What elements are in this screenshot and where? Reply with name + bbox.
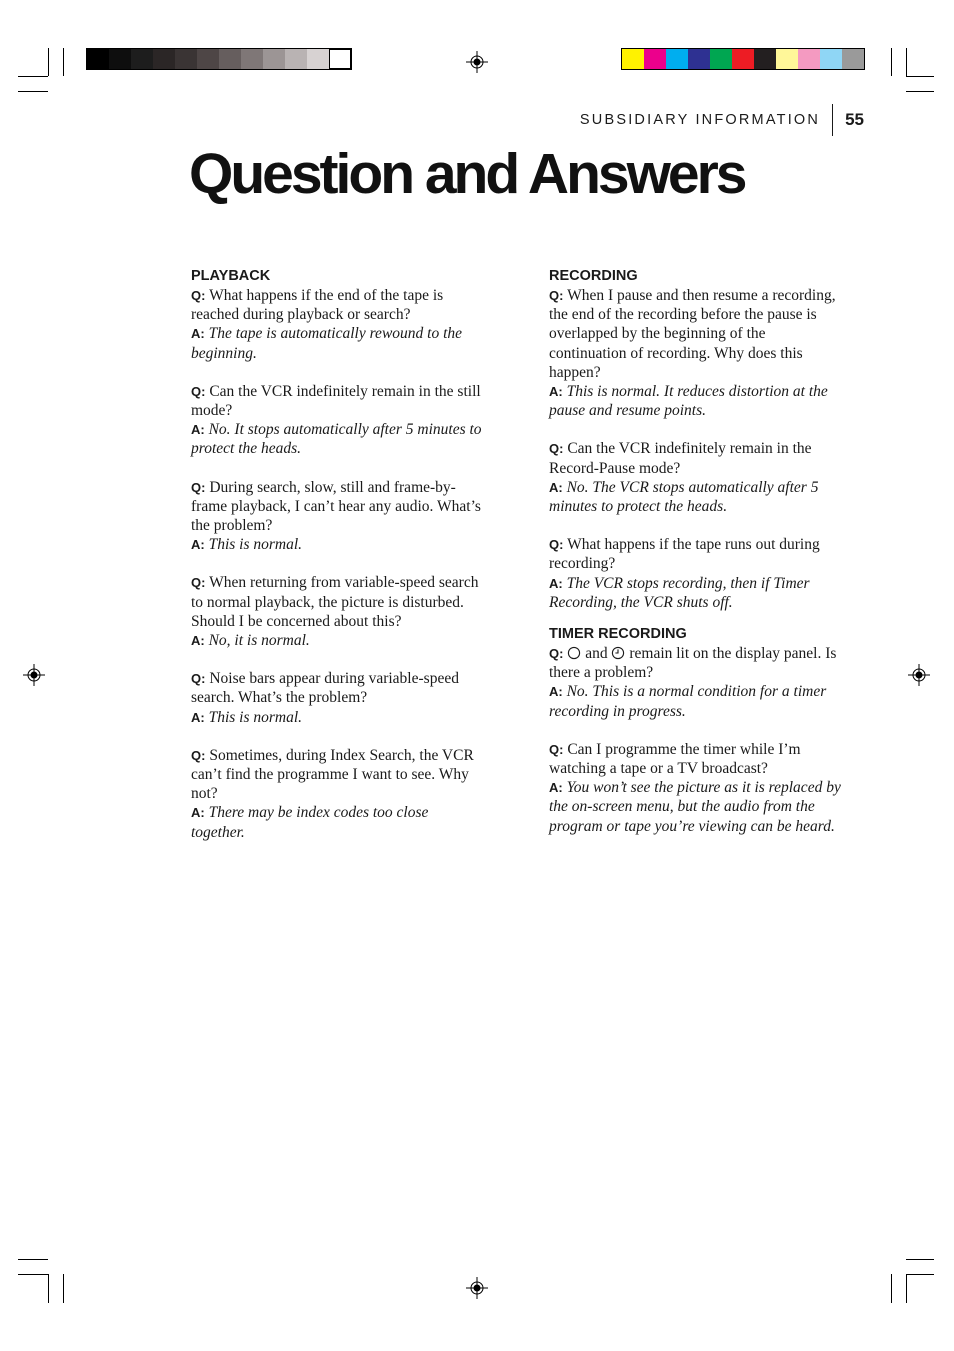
question-label: Q:: [191, 479, 206, 495]
color-swatch: [622, 49, 644, 69]
answer: [191, 535, 485, 554]
answer-label: A:: [191, 805, 205, 821]
color-swatch: [87, 49, 109, 69]
answer-text: No. This is a normal condition for a timer recording in progress.: [549, 683, 827, 720]
color-swatch: [666, 49, 688, 69]
color-swatch: [219, 49, 241, 69]
answer-label: A:: [549, 384, 563, 400]
record-indicator-icon: [567, 646, 581, 660]
color-swatch: [175, 49, 197, 69]
answer-label: A:: [549, 780, 563, 796]
color-swatch: [307, 49, 329, 69]
question-text: What happens if the end of the tape is reached during playback or search?: [191, 287, 444, 324]
qa-item: [549, 535, 843, 612]
color-swatch: [732, 49, 754, 69]
process-color-bar: [621, 48, 865, 70]
answer-text: This is normal. It reduces distortion at the pause and resume points.: [549, 383, 828, 420]
qa-item: [549, 740, 843, 836]
question: [549, 439, 843, 477]
qa-item: [549, 439, 843, 516]
question: [191, 669, 485, 707]
answer-text: No, it is normal.: [208, 632, 310, 650]
question-text: Can I programme the timer while I’m watching a tape or a TV broadcast?: [549, 740, 801, 778]
question-text: What happens if the tape runs out during recording?: [549, 536, 820, 573]
color-swatch: [644, 49, 666, 69]
qa-section: [549, 625, 843, 836]
qa-item: [191, 286, 485, 363]
question: [191, 746, 485, 804]
section-label: SUBSIDIARY INFORMATION: [579, 112, 821, 128]
answer-label: A:: [191, 709, 205, 725]
qa-item: [549, 286, 843, 420]
answer-label: A:: [191, 633, 205, 649]
registration-mark-left: [23, 664, 45, 686]
answer: [191, 324, 485, 362]
answer-text: This is normal.: [208, 708, 303, 726]
color-swatch: [285, 49, 307, 69]
question: [549, 535, 843, 573]
color-swatch: [329, 49, 351, 69]
registration-mark-right: [908, 664, 930, 686]
color-swatch: [754, 49, 776, 69]
question-text: When I pause and then resume a recording, the end of the recording before the pause is overlapped by the beginning of the continuation of recording. Why does this happen?: [549, 287, 836, 381]
color-swatch: [109, 49, 131, 69]
qa-item: [191, 478, 485, 555]
qa-item: [191, 573, 485, 650]
page-title: Question and Answers: [189, 142, 745, 206]
registration-mark-top: [466, 51, 488, 73]
answer-label: A:: [549, 479, 563, 495]
answer-label: A:: [191, 326, 205, 342]
question-text: During search, slow, still and frame-by-frame playback, I can’t hear any audio. What’s the problem?: [191, 478, 481, 535]
answer: [191, 631, 485, 650]
question: [549, 286, 843, 382]
running-header: [580, 104, 864, 136]
qa-item: [549, 644, 843, 721]
answer-label: A:: [191, 422, 205, 438]
registration-mark-bottom: [466, 1277, 488, 1299]
question-label: Q:: [191, 288, 206, 303]
answer-text: There may be index codes too close together.: [191, 804, 429, 841]
question: [549, 644, 843, 682]
question-text: Sometimes, during Index Search, the VCR can’t find the programme I want to see. Why not?: [191, 746, 474, 803]
question-label: Q:: [549, 646, 564, 662]
section-heading: RECORDING: [549, 268, 638, 284]
color-swatch: [798, 49, 820, 69]
question-text: remain lit on the display panel. Is there a problem?: [549, 645, 837, 682]
qa-item: [191, 382, 485, 459]
question-label: Q:: [549, 741, 564, 757]
question: [549, 740, 843, 778]
answer: [191, 803, 485, 841]
question-label: Q:: [549, 288, 564, 303]
question-label: Q:: [549, 441, 564, 457]
answer-text: No. It stops automatically after 5 minutes to protect the heads.: [191, 421, 482, 458]
question-text: Noise bars appear during variable-speed search. What’s the problem?: [191, 670, 459, 707]
qa-section: [549, 267, 843, 612]
question-text: and: [585, 645, 608, 663]
qa-section: [191, 267, 485, 842]
color-swatch: [688, 49, 710, 69]
section-heading: TIMER RECORDING: [549, 626, 687, 643]
answer-text: You won’t see the picture as it is replaced by the on-screen menu, but the audio from the program or tape you’re viewing can be heard.: [549, 779, 841, 835]
answer: [549, 778, 843, 836]
answer-text: No. The VCR stops automatically after 5 minutes to protect the heads.: [549, 478, 819, 516]
answer-label: A:: [191, 537, 205, 553]
color-swatch: [197, 49, 219, 69]
question: [191, 382, 485, 420]
answer: [549, 574, 843, 612]
question: [191, 286, 485, 324]
question-label: Q:: [191, 383, 206, 399]
color-swatch: [241, 49, 263, 69]
answer-text: The VCR stops recording, then if Timer Recording, the VCR shuts off.: [549, 574, 810, 611]
answer-text: The tape is automatically rewound to the beginning.: [191, 325, 463, 362]
answer: [549, 682, 843, 720]
color-swatch: [776, 49, 798, 69]
page-number: 55: [845, 110, 864, 129]
section-heading: PLAYBACK: [191, 268, 271, 284]
question-label: Q:: [549, 537, 564, 553]
left-column: [191, 267, 485, 855]
answer: [549, 382, 843, 420]
question-text: Can the VCR indefinitely remain in the still mode?: [191, 382, 481, 420]
question-label: Q:: [191, 747, 206, 763]
question-label: Q:: [191, 671, 206, 687]
question-text: When returning from variable-speed search to normal playback, the picture is disturbed. Should I be concerned about this?: [191, 574, 479, 630]
answer-label: A:: [549, 575, 563, 591]
gray-color-bar: [86, 48, 352, 70]
color-swatch: [820, 49, 842, 69]
right-column: [549, 267, 843, 849]
question-text: Can the VCR indefinitely remain in the Record-Pause mode?: [549, 440, 812, 477]
qa-item: [191, 746, 485, 842]
answer-label: A:: [549, 684, 563, 700]
answer: [191, 420, 485, 458]
question-label: Q:: [191, 575, 206, 591]
question: [191, 573, 485, 631]
color-swatch: [131, 49, 153, 69]
color-swatch: [842, 49, 864, 69]
timer-indicator-icon: [611, 646, 625, 660]
answer-text: This is normal.: [208, 536, 303, 554]
answer: [191, 708, 485, 727]
answer: [549, 478, 843, 516]
question: [191, 478, 485, 536]
color-swatch: [153, 49, 175, 69]
color-swatch: [710, 49, 732, 69]
qa-item: [191, 669, 485, 727]
color-swatch: [263, 49, 285, 69]
